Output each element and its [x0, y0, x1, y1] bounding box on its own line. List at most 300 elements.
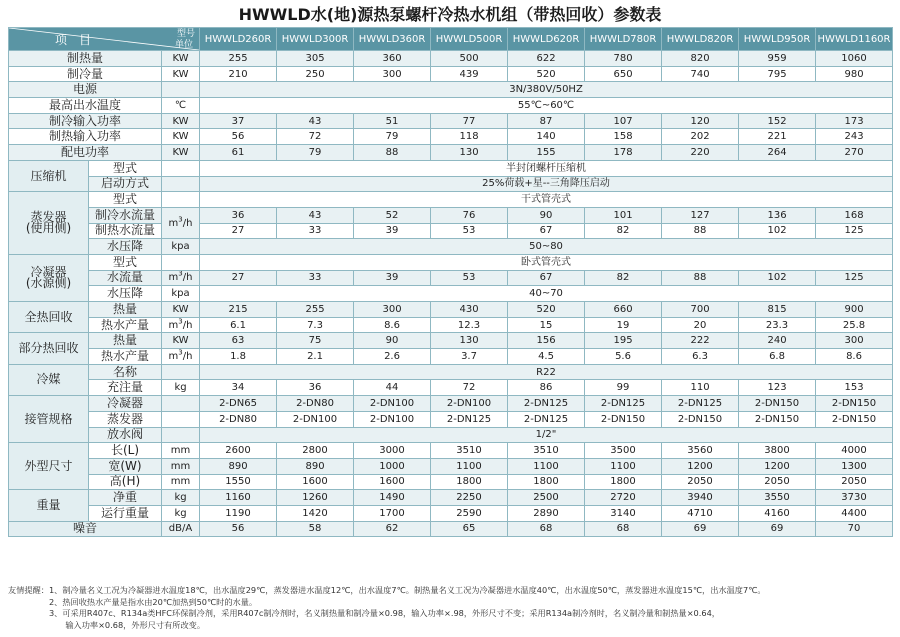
cell: 86: [508, 380, 585, 396]
table-row: [9, 129, 893, 145]
cell: 15: [508, 317, 585, 333]
cell: 62: [354, 521, 431, 537]
cell: 2-DN150: [739, 396, 816, 412]
cell: 102: [739, 223, 816, 239]
header-unit-label: 单位: [175, 40, 194, 50]
cell: 61: [200, 145, 277, 161]
row-unit: [162, 396, 200, 412]
row-label: 制热水流量: [89, 223, 162, 239]
row-label: 噪音: [9, 521, 162, 537]
row-unit: [162, 254, 200, 270]
cell: 76: [431, 207, 508, 223]
cell-merged: 3N/380V/50HZ: [200, 82, 893, 98]
cell: 39: [354, 223, 431, 239]
cell: 6.1: [200, 317, 277, 333]
cell: 3510: [431, 443, 508, 459]
row-label: 热水产量: [89, 349, 162, 365]
cell: 1420: [277, 505, 354, 521]
cell: 700: [662, 302, 739, 318]
cell: 52: [354, 207, 431, 223]
cell: 88: [662, 223, 739, 239]
category-evaporator: [9, 192, 89, 255]
cell: 2-DN100: [431, 396, 508, 412]
cell: 3000: [354, 443, 431, 459]
cell: 1300: [816, 458, 893, 474]
cell: 2-DN100: [354, 396, 431, 412]
cell: 2.6: [354, 349, 431, 365]
category-refrigerant: 冷媒: [9, 364, 89, 395]
cell: 19: [585, 317, 662, 333]
cell: 1550: [200, 474, 277, 490]
cell: 65: [431, 521, 508, 537]
cell: 2-DN125: [662, 396, 739, 412]
cell: 6.8: [739, 349, 816, 365]
row-label: 高(H): [89, 474, 162, 490]
cell: 300: [354, 302, 431, 318]
row-unit: [162, 364, 200, 380]
table-row: [9, 207, 893, 223]
cell: 520: [508, 66, 585, 82]
row-unit: dB/A: [162, 521, 200, 537]
cell: 2890: [508, 505, 585, 521]
cell: 220: [662, 145, 739, 161]
cell: 360: [354, 51, 431, 67]
unit-text: m: [168, 319, 179, 331]
cell: 202: [662, 129, 739, 145]
cell: 815: [739, 302, 816, 318]
cell: 3560: [662, 443, 739, 459]
cell: 90: [508, 207, 585, 223]
cell: 8.6: [354, 317, 431, 333]
cell: 2-DN125: [431, 411, 508, 427]
model-header: HWWLD300R: [277, 28, 354, 51]
row-unit: mm: [162, 443, 200, 459]
cell: 221: [739, 129, 816, 145]
cell: 99: [585, 380, 662, 396]
row-unit: kpa: [162, 286, 200, 302]
cell: 72: [431, 380, 508, 396]
row-label: 配电功率: [9, 145, 162, 161]
cell: 43: [277, 207, 354, 223]
cell: 959: [739, 51, 816, 67]
cell: 130: [431, 333, 508, 349]
cell: 4.5: [508, 349, 585, 365]
table-row: [9, 474, 893, 490]
cell: 305: [277, 51, 354, 67]
unit-sup: 3: [178, 270, 183, 279]
cell: 79: [354, 129, 431, 145]
row-label: 制热输入功率: [9, 129, 162, 145]
row-label: 型式: [89, 192, 162, 208]
cell: 44: [354, 380, 431, 396]
footnote: 输入功率×0.68，外形尺寸有所改变。: [8, 619, 206, 630]
cell: 58: [277, 521, 354, 537]
cell: 1160: [200, 490, 277, 506]
header-model-label: 型号: [177, 29, 196, 39]
cell: 795: [739, 66, 816, 82]
category-weight: 重量: [9, 490, 89, 521]
cell: 1100: [508, 458, 585, 474]
cell: 2-DN150: [662, 411, 739, 427]
cell: 53: [431, 270, 508, 286]
cell: 195: [585, 333, 662, 349]
cell: 1260: [277, 490, 354, 506]
row-label: 制冷量: [9, 66, 162, 82]
cell: 8.6: [816, 349, 893, 365]
cell: 27: [200, 270, 277, 286]
cell: 67: [508, 270, 585, 286]
cell: 36: [200, 207, 277, 223]
cell: 69: [739, 521, 816, 537]
table-row: [9, 427, 893, 443]
row-unit: [162, 160, 200, 176]
category-partial-recovery: 部分热回收: [9, 333, 89, 364]
row-unit: [162, 176, 200, 192]
cell: 75: [277, 333, 354, 349]
cell: 90: [354, 333, 431, 349]
cell: 820: [662, 51, 739, 67]
cell: 740: [662, 66, 739, 82]
table-row: [9, 160, 893, 176]
cell-merged: 55℃~60℃: [200, 98, 893, 114]
cell: 1100: [585, 458, 662, 474]
cell: 39: [354, 270, 431, 286]
cell: 72: [277, 129, 354, 145]
cell: 3140: [585, 505, 662, 521]
cell: 56: [200, 521, 277, 537]
row-unit: [162, 207, 200, 238]
cell: 110: [662, 380, 739, 396]
cell: 4400: [816, 505, 893, 521]
footnotes: [8, 585, 892, 631]
unit-sup: 3: [178, 348, 183, 357]
cell: 27: [200, 223, 277, 239]
cell: 430: [431, 302, 508, 318]
cell: 68: [585, 521, 662, 537]
table-row: [9, 98, 893, 114]
cell: 2050: [816, 474, 893, 490]
cell: 118: [431, 129, 508, 145]
model-header: HWWLD950R: [739, 28, 816, 51]
footnote: 3、可采用R407c、R134a类HFC环保制冷剂，采用R407c制冷剂时，名义制热量和制冷量×0.98，输入功率×.98，外形尺寸不变；采用R134a制冷剂时，名义制冷量和制热量×0.64，: [8, 608, 720, 618]
cell: 173: [816, 113, 893, 129]
cell: 1700: [354, 505, 431, 521]
cell: 1800: [585, 474, 662, 490]
row-label: 制热量: [9, 51, 162, 67]
row-label: 放水阀: [89, 427, 162, 443]
cell: 156: [508, 333, 585, 349]
row-unit: kg: [162, 505, 200, 521]
row-unit: [162, 411, 200, 427]
cell: 4000: [816, 443, 893, 459]
cell: 439: [431, 66, 508, 82]
cell: 69: [662, 521, 739, 537]
category-size: 外型尺寸: [9, 443, 89, 490]
cell: 130: [431, 145, 508, 161]
spec-table: [8, 27, 893, 537]
row-label: 电源: [9, 82, 162, 98]
cell: 215: [200, 302, 277, 318]
row-unit: mm: [162, 458, 200, 474]
row-unit: KW: [162, 66, 200, 82]
row-unit: [162, 317, 200, 333]
category-line: (水源侧): [25, 275, 72, 290]
cell: 152: [739, 113, 816, 129]
cell: 300: [816, 333, 893, 349]
unit-text: /h: [182, 272, 193, 284]
row-label: 启动方式: [89, 176, 162, 192]
cell: 2050: [739, 474, 816, 490]
row-unit: [162, 349, 200, 365]
cell: 500: [431, 51, 508, 67]
cell: 250: [277, 66, 354, 82]
row-unit: mm: [162, 474, 200, 490]
row-unit: [162, 192, 200, 208]
cell: 4160: [739, 505, 816, 521]
cell-merged: 25%荷载+星--三角降压启动: [200, 176, 893, 192]
row-label: 热量: [89, 302, 162, 318]
table-row: [9, 458, 893, 474]
cell: 77: [431, 113, 508, 129]
cell: 2-DN80: [200, 411, 277, 427]
cell: 2-DN150: [816, 411, 893, 427]
row-label: 型式: [89, 160, 162, 176]
row-unit: [162, 427, 200, 443]
cell: 136: [739, 207, 816, 223]
cell: 158: [585, 129, 662, 145]
cell: 82: [585, 223, 662, 239]
cell: 56: [200, 129, 277, 145]
cell: 210: [200, 66, 277, 82]
cell: 1100: [431, 458, 508, 474]
cell: 125: [816, 223, 893, 239]
cell: 3510: [508, 443, 585, 459]
cell-merged: 半封闭螺杆压缩机: [200, 160, 893, 176]
cell: 2-DN125: [508, 411, 585, 427]
table-row: [9, 521, 893, 537]
table-row: [9, 239, 893, 255]
row-unit: kg: [162, 490, 200, 506]
cell: 37: [200, 113, 277, 129]
unit-sup: 3: [178, 215, 183, 224]
row-unit: KW: [162, 51, 200, 67]
cell: 178: [585, 145, 662, 161]
row-label: 制冷输入功率: [9, 113, 162, 129]
cell: 780: [585, 51, 662, 67]
cell: 3500: [585, 443, 662, 459]
cell: 107: [585, 113, 662, 129]
cell: 2590: [431, 505, 508, 521]
cell-merged: 40~70: [200, 286, 893, 302]
cell: 63: [200, 333, 277, 349]
footnote: 友情提醒：1、制冷量名义工况为冷凝器进水温度18℃，出水温度29℃，蒸发器进水温度12℃，出水温度7℃。制热量名义工况为冷凝器进水温度40℃，出水温度50℃，蒸发器进水温度15℃，出水温度7℃。: [8, 585, 766, 595]
cell: 101: [585, 207, 662, 223]
cell: 51: [354, 113, 431, 129]
header-corner: [9, 28, 200, 51]
table-row: [9, 113, 893, 129]
unit-text: /h: [182, 217, 193, 229]
cell: 25.8: [816, 317, 893, 333]
cell: 7.3: [277, 317, 354, 333]
row-unit: KW: [162, 129, 200, 145]
cell: 243: [816, 129, 893, 145]
cell-merged: R22: [200, 364, 893, 380]
category-full-recovery: 全热回收: [9, 302, 89, 333]
row-label: 型式: [89, 254, 162, 270]
cell: 67: [508, 223, 585, 239]
category-line: 冷凝器: [30, 264, 67, 279]
cell: 2050: [662, 474, 739, 490]
row-unit: kpa: [162, 239, 200, 255]
cell: 2800: [277, 443, 354, 459]
row-unit: KW: [162, 145, 200, 161]
row-label: 长(L): [89, 443, 162, 459]
table-row: [9, 317, 893, 333]
unit-text: /h: [182, 350, 193, 362]
cell: 2720: [585, 490, 662, 506]
cell: 240: [739, 333, 816, 349]
cell: 102: [739, 270, 816, 286]
header-row: [9, 28, 893, 51]
unit-text: m: [168, 217, 179, 229]
cell: 255: [200, 51, 277, 67]
unit-text: m: [168, 272, 179, 284]
cell: 1060: [816, 51, 893, 67]
cell-merged: 1/2": [200, 427, 893, 443]
table-row: [9, 66, 893, 82]
table-row: [9, 192, 893, 208]
cell: 2.1: [277, 349, 354, 365]
cell: 2-DN125: [585, 396, 662, 412]
row-label: 宽(W): [89, 458, 162, 474]
table-row: [9, 490, 893, 506]
cell: 270: [816, 145, 893, 161]
table-row: [9, 364, 893, 380]
model-header: HWWLD360R: [354, 28, 431, 51]
cell: 2-DN150: [816, 396, 893, 412]
category-condenser: [9, 254, 89, 301]
cell: 53: [431, 223, 508, 239]
cell: 650: [585, 66, 662, 82]
cell: 300: [354, 66, 431, 82]
cell: 890: [200, 458, 277, 474]
table-row: [9, 411, 893, 427]
row-unit: [162, 270, 200, 286]
unit-text: m: [168, 350, 179, 362]
row-label: 热量: [89, 333, 162, 349]
row-label: 热水产量: [89, 317, 162, 333]
cell: 264: [739, 145, 816, 161]
table-row: [9, 333, 893, 349]
cell: 88: [662, 270, 739, 286]
cell: 1600: [354, 474, 431, 490]
row-unit: KW: [162, 113, 200, 129]
cell: 622: [508, 51, 585, 67]
cell: 79: [277, 145, 354, 161]
table-row: [9, 176, 893, 192]
cell: 3800: [739, 443, 816, 459]
cell: 34: [200, 380, 277, 396]
cell: 3550: [739, 490, 816, 506]
category-compressor: 压缩机: [9, 160, 89, 191]
unit-text: /h: [182, 319, 193, 331]
row-label: 充注量: [89, 380, 162, 396]
cell: 2-DN100: [277, 411, 354, 427]
cell: 87: [508, 113, 585, 129]
row-label: 制冷水流量: [89, 207, 162, 223]
row-label: 水压降: [89, 239, 162, 255]
cell: 2-DN80: [277, 396, 354, 412]
header-item-label: 项 目: [55, 33, 92, 47]
category-line: 蒸发器: [30, 210, 67, 225]
table-row: [9, 82, 893, 98]
table-row: [9, 145, 893, 161]
footnote: 2、热回收热水产量是指水由20℃加热到50℃时的水量。: [8, 596, 258, 607]
cell: 168: [816, 207, 893, 223]
row-label: 水流量: [89, 270, 162, 286]
cell: 23.3: [739, 317, 816, 333]
cell: 520: [508, 302, 585, 318]
table-row: [9, 396, 893, 412]
row-unit: ℃: [162, 98, 200, 114]
cell: 1800: [431, 474, 508, 490]
cell: 2600: [200, 443, 277, 459]
model-header: HWWLD1160R: [816, 28, 893, 51]
row-unit: KW: [162, 333, 200, 349]
model-header: HWWLD820R: [662, 28, 739, 51]
model-header: HWWLD500R: [431, 28, 508, 51]
cell: 70: [816, 521, 893, 537]
cell: 82: [585, 270, 662, 286]
row-unit: KW: [162, 302, 200, 318]
table-row: [9, 349, 893, 365]
model-header: HWWLD260R: [200, 28, 277, 51]
cell: 2-DN150: [739, 411, 816, 427]
cell: 68: [508, 521, 585, 537]
table-row: [9, 286, 893, 302]
cell: 12.3: [431, 317, 508, 333]
model-header: HWWLD780R: [585, 28, 662, 51]
cell: 1200: [739, 458, 816, 474]
cell: 2-DN100: [354, 411, 431, 427]
table-row: [9, 380, 893, 396]
cell: 33: [277, 270, 354, 286]
table-row: [9, 51, 893, 67]
cell: 88: [354, 145, 431, 161]
row-label: 名称: [89, 364, 162, 380]
row-unit: kg: [162, 380, 200, 396]
cell: 155: [508, 145, 585, 161]
cell: 660: [585, 302, 662, 318]
cell: 123: [739, 380, 816, 396]
row-label: 运行重量: [89, 505, 162, 521]
cell: 4710: [662, 505, 739, 521]
cell: 2-DN125: [508, 396, 585, 412]
cell: 2-DN65: [200, 396, 277, 412]
cell: 125: [816, 270, 893, 286]
row-label: 最高出水温度: [9, 98, 162, 114]
table-row: [9, 302, 893, 318]
cell: 1000: [354, 458, 431, 474]
cell: 980: [816, 66, 893, 82]
category-line: (使用侧): [25, 221, 72, 236]
table-row: [9, 270, 893, 286]
cell: 2500: [508, 490, 585, 506]
cell: 43: [277, 113, 354, 129]
table-row: [9, 443, 893, 459]
cell: 33: [277, 223, 354, 239]
cell: 1190: [200, 505, 277, 521]
